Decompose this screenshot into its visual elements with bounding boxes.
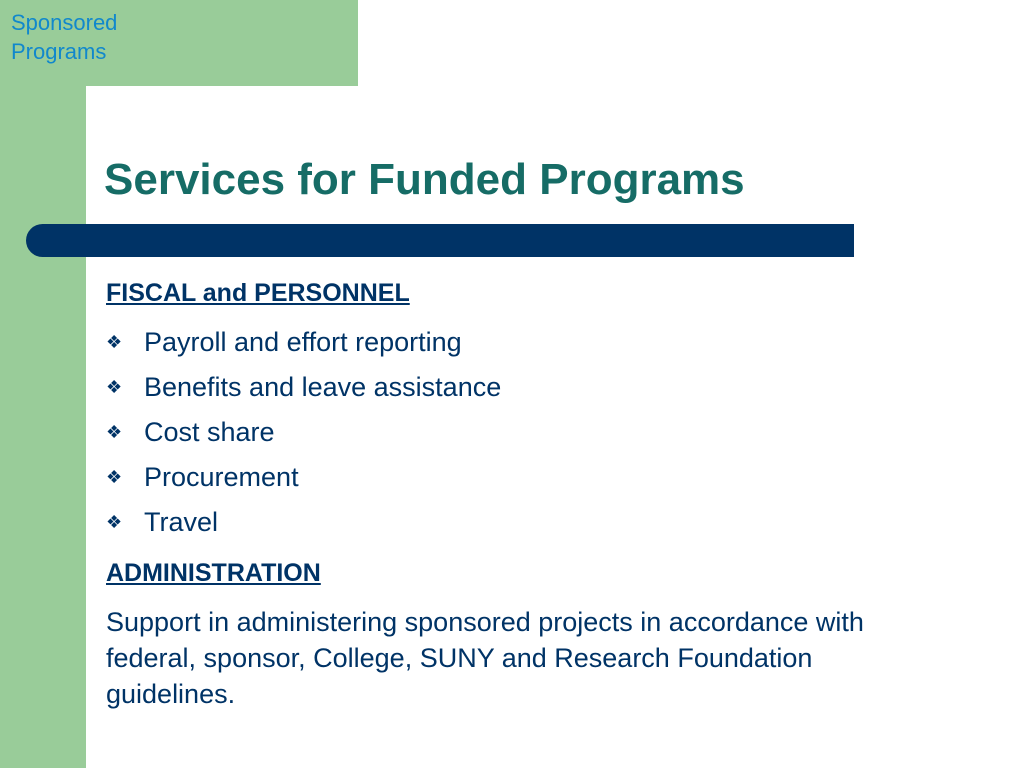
brand-line-2: Programs [11, 39, 107, 64]
list-item [106, 455, 896, 500]
diamond-bullet-icon: ❖ [106, 467, 123, 487]
brand-line-1: Sponsored [11, 10, 118, 35]
diamond-bullet-icon: ❖ [106, 332, 123, 352]
list-item-label: Travel [144, 507, 219, 537]
green-side-panel [0, 0, 86, 768]
list-item [106, 365, 896, 410]
diamond-bullet-icon: ❖ [106, 512, 123, 532]
brand-label [11, 8, 117, 66]
slide-title: Services for Funded Programs [104, 155, 745, 204]
slide-content [106, 276, 896, 712]
list-item [106, 320, 896, 365]
list-item-label: Payroll and effort reporting [144, 327, 462, 357]
list-item [106, 410, 896, 455]
title-underline-bar [26, 224, 854, 257]
list-item [106, 500, 896, 545]
fiscal-heading: FISCAL and PERSONNEL [106, 279, 410, 307]
administration-text: Support in administering sponsored projects in accordance with federal, sponsor, College, SUNY and Research Foundation guidelines. [106, 607, 864, 709]
fiscal-list [106, 320, 896, 545]
diamond-bullet-icon: ❖ [106, 377, 123, 397]
list-item-label: Benefits and leave assistance [144, 372, 502, 402]
list-item-label: Cost share [144, 417, 275, 447]
list-item-label: Procurement [144, 462, 299, 492]
administration-heading: ADMINISTRATION [106, 559, 321, 587]
diamond-bullet-icon: ❖ [106, 422, 123, 442]
